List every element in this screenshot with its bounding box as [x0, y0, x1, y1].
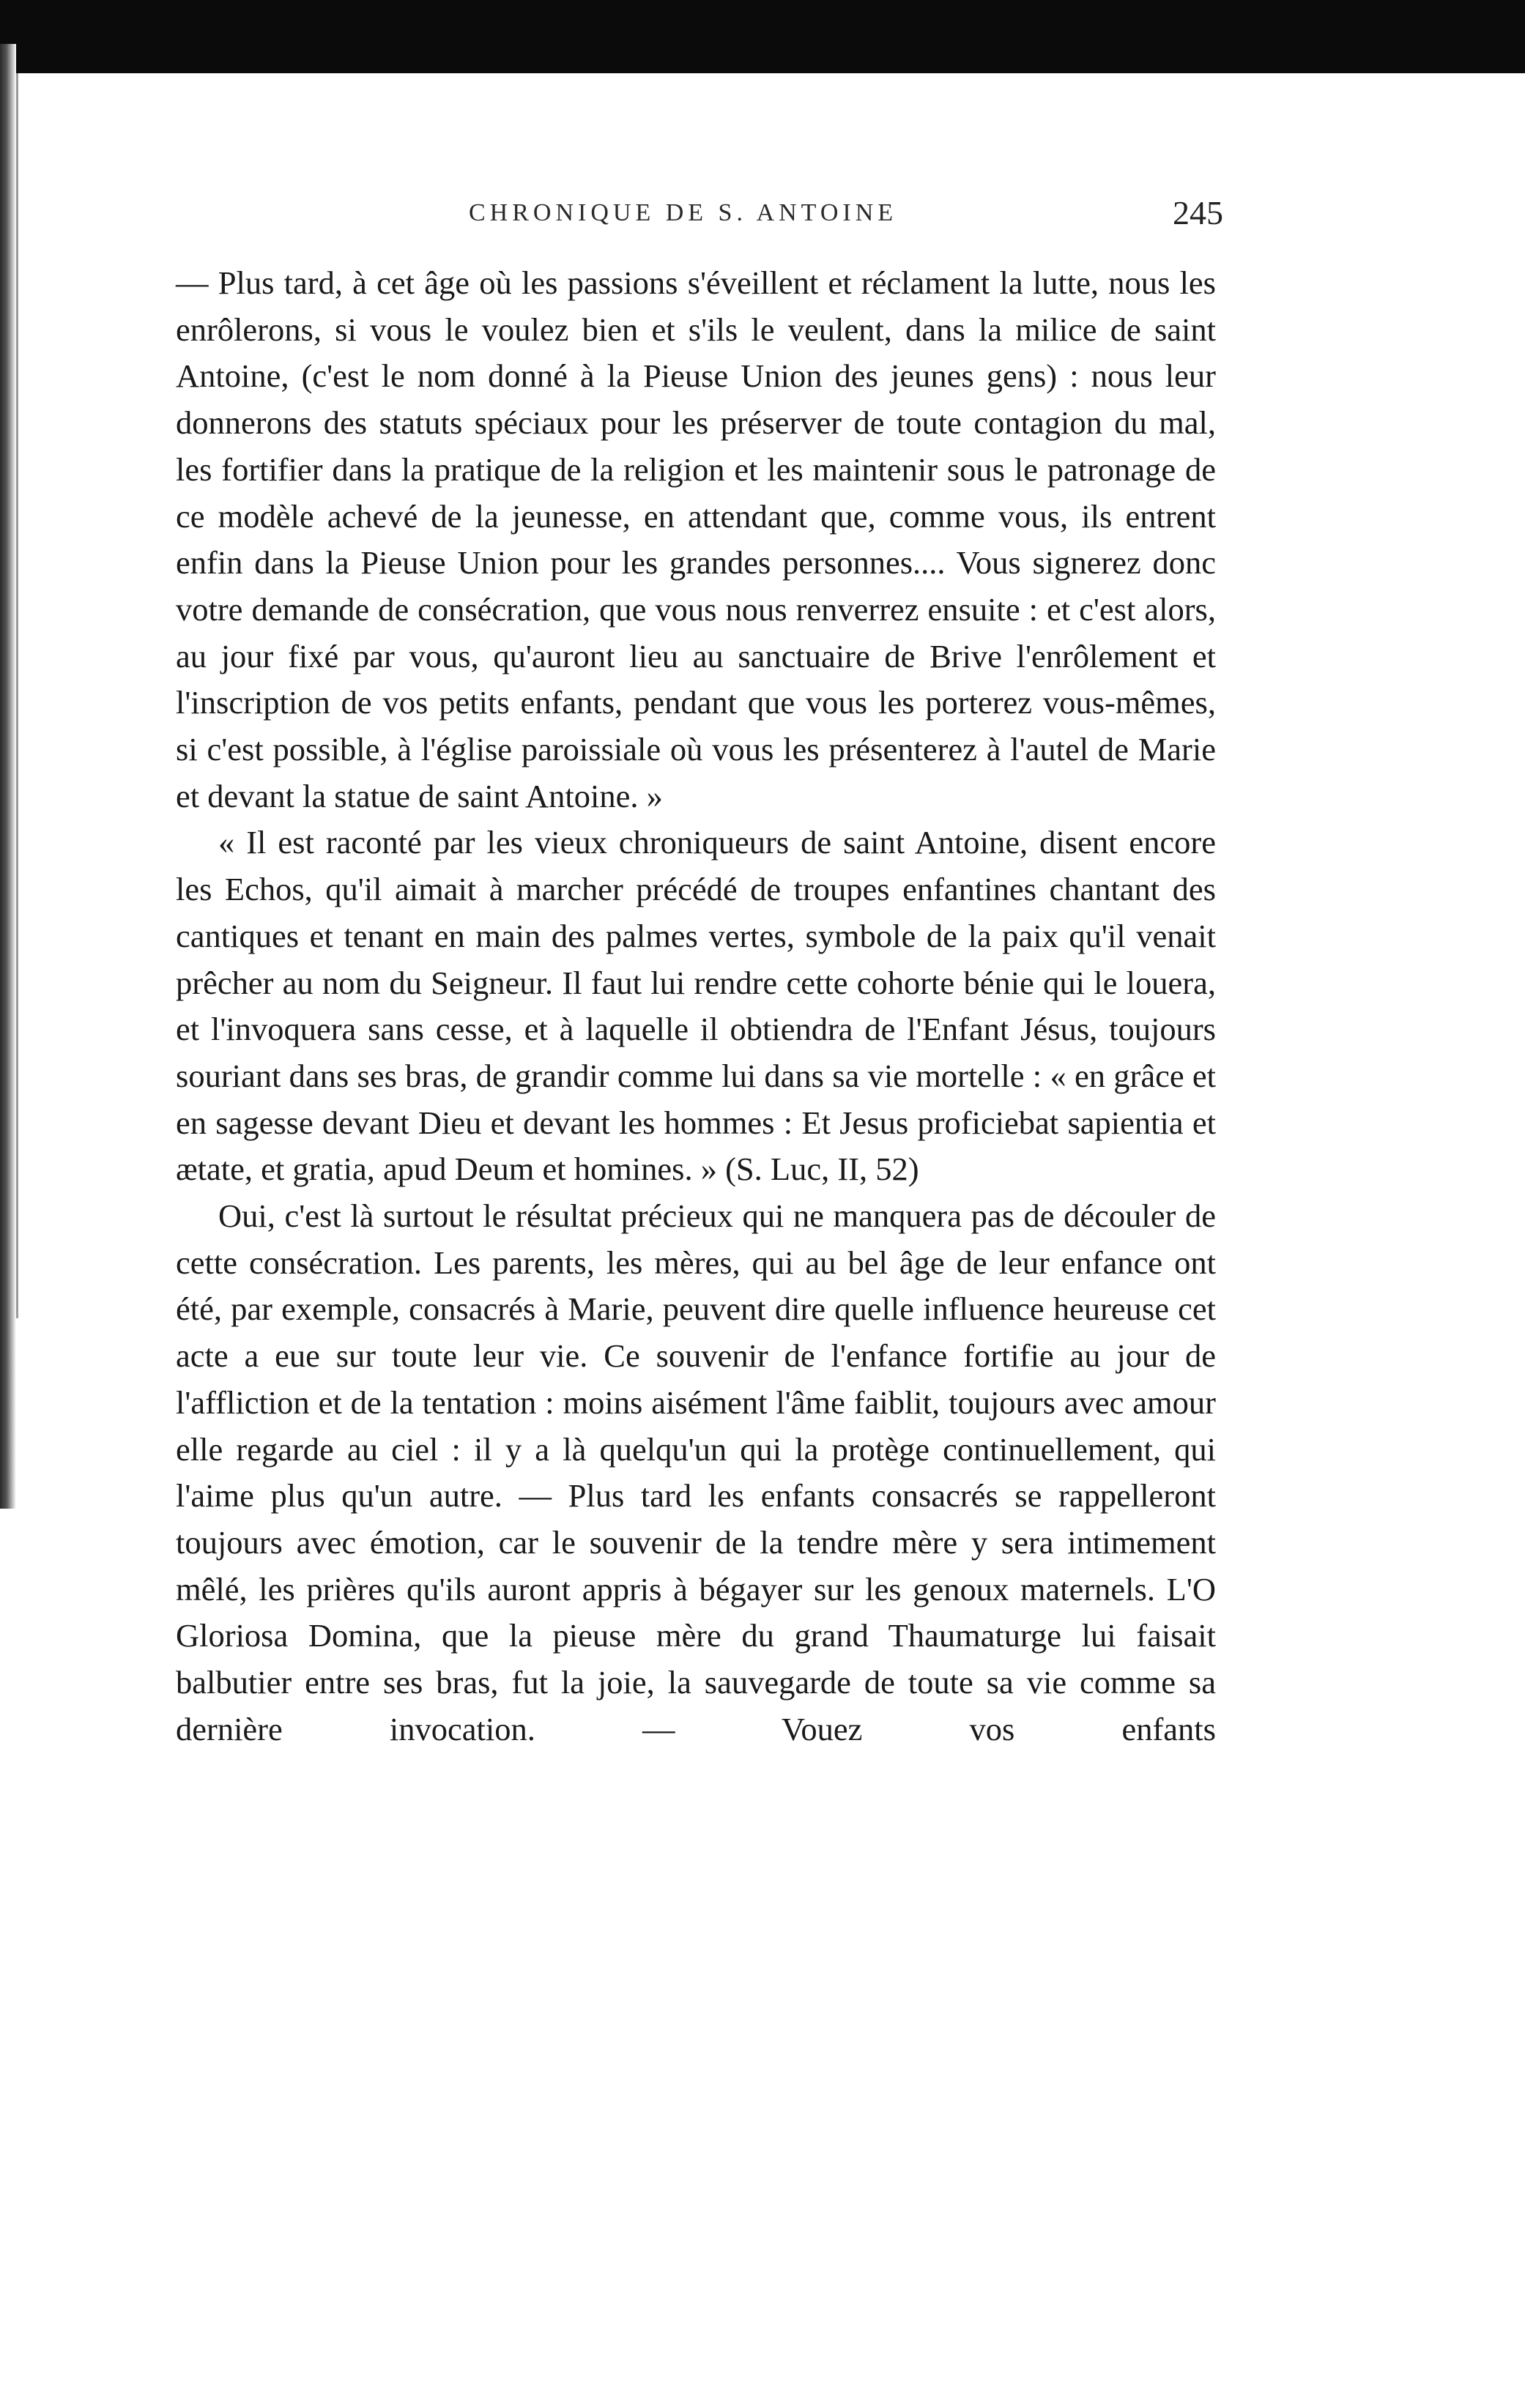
paragraph-1: — Plus tard, à cet âge où les passions s'éveillent et réclament la lutte, nous les enrôlerons, si vous le voulez bien et s'ils le veulent, dans la milice de saint Antoine, (c'est le nom donné à la Pieuse Union des jeunes gens) : nous leur donnerons des statuts spéciaux pour les préserver de toute contagion du mal, les fortifier dans la pratique de la religion et les maintenir sous le patronage de ce modèle achevé de la jeunesse, en attendant que, comme vous, ils entrent enfin dans la Pieuse Union pour les grandes personnes.... Vous signerez donc votre demande de consécration, que vous nous renverrez ensuite : et c'est alors, au jour fixé par vous, qu'auront lieu au sanctuaire de Brive l'enrôlement et l'inscription de vos petits enfants, pendant que vous les porterez vous-mêmes, si c'est possible, à l'église paroissiale où vous les présenterez à l'autel de Marie et devant la statue de saint Antoine. »: [176, 264, 1216, 814]
body-text: [176, 260, 1216, 1753]
paragraph-2: « Il est raconté par les vieux chroniqueurs de saint Antoine, disent encore les Echos, qu'il aimait à marcher précédé de troupes enfantines chantant des cantiques et tenant en main des palmes vertes, symbole de la paix qu'il venait prêcher au nom du Seigneur. Il faut lui rendre cette cohorte bénie qui le louera, et l'invoquera sans cesse, et à laquelle il obtiendra de l'Enfant Jésus, toujours souriant dans ses bras, de grandir comme lui dans sa vie mortelle : « en grâce et en sagesse devant Dieu et devant les hommes : Et Jesus proficiebat sapientia et ætate, et gratia, apud Deum et homines. » (S. Luc, II, 52): [176, 824, 1216, 1188]
page-header: [168, 194, 1223, 250]
running-head: CHRONIQUE DE S. ANTOINE: [469, 199, 898, 226]
scan-top-border: [0, 0, 1525, 73]
scan-left-border-line: [16, 73, 18, 1318]
page-number: 245: [1173, 194, 1223, 231]
paragraph-3: Oui, c'est là surtout le résultat précieux qui ne manquera pas de découler de cette consécration. Les parents, les mères, qui au bel âge de leur enfance ont été, par exemple, consacrés à Marie, peuvent dire quelle influence heureuse cet acte a eue sur toute leur vie. Ce souvenir de l'enfance fortifie au jour de l'affliction et de la tentation : moins aisément l'âme faiblit, toujours avec amour elle regarde au ciel : il y a là quelqu'un qui la protège continuellement, qui l'aime plus qu'un autre. — Plus tard les enfants consacrés se rappelleront toujours avec émotion, car le souvenir de la tendre mère y sera intimement mêlé, les prières qu'ils auront appris à bégayer sur les genoux maternels. L'O Gloriosa Domina, que la pieuse mère du grand Thaumaturge lui faisait balbutier entre ses bras, fut la joie, la sauvegarde de toute sa vie comme sa dernière invocation. — Vouez vos enfants: [176, 1197, 1216, 1747]
scan-left-border: [0, 44, 16, 1509]
